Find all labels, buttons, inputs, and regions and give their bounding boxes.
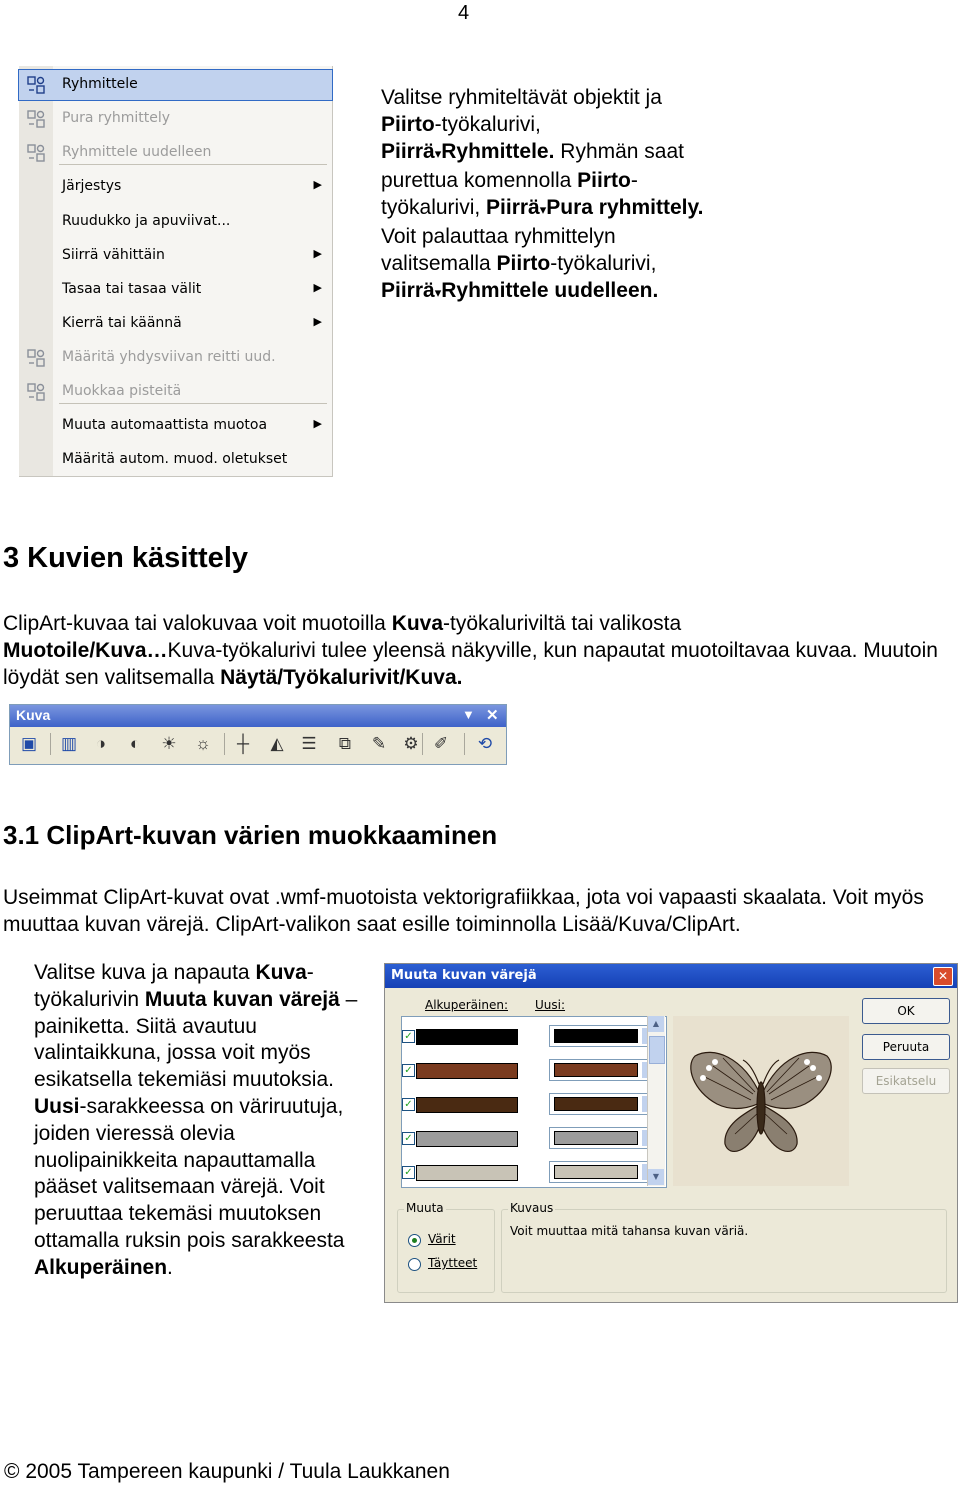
submenu-arrow-icon: ▶ xyxy=(313,417,322,430)
original-color-checkbox[interactable]: ✓ xyxy=(402,1166,415,1179)
submenu-arrow-icon: ▶ xyxy=(313,178,322,191)
format-picture-icon[interactable]: ⚙ xyxy=(403,734,419,753)
new-color-dropdown[interactable] xyxy=(549,1025,663,1047)
color-row xyxy=(402,1127,664,1151)
toolbar-separator xyxy=(224,733,225,755)
toolbar-separator xyxy=(50,733,51,755)
less-brightness-icon[interactable]: ☼ xyxy=(195,734,211,753)
toolbar-separator xyxy=(464,733,465,755)
recolor-picture-icon[interactable]: ✎ xyxy=(371,734,387,753)
menu-item[interactable] xyxy=(19,241,332,271)
new-color-dropdown[interactable] xyxy=(549,1093,663,1115)
toolbar-titlebar xyxy=(10,705,506,727)
menu-item[interactable] xyxy=(19,207,332,237)
menu-item[interactable] xyxy=(19,275,332,305)
new-color-swatch xyxy=(554,1097,638,1111)
kuva-toolbar xyxy=(9,704,507,765)
menu-item-label: Määritä yhdysviivan reitti uud. xyxy=(62,349,276,365)
color-icon[interactable]: ▥ xyxy=(60,734,78,753)
regroup-icon xyxy=(26,143,46,163)
submenu-arrow-icon: ▶ xyxy=(313,315,322,328)
dialog-titlebar xyxy=(385,964,957,988)
footer-text: 2005 Tampereen kaupunki / Tuula Laukkanen xyxy=(19,1460,450,1483)
menu-item-label: Siirrä vähittäin xyxy=(62,247,165,263)
new-color-dropdown[interactable] xyxy=(549,1127,663,1149)
menu-item-label: Järjestys xyxy=(62,178,122,194)
color-list-scrollbar[interactable] xyxy=(647,1016,665,1186)
recolor-dialog xyxy=(384,963,958,1303)
menu-item[interactable] xyxy=(19,411,332,441)
menu-item[interactable] xyxy=(19,104,332,134)
section-heading: 3 Kuvien käsittely xyxy=(3,542,248,574)
color-row xyxy=(402,1025,664,1049)
subsection-paragraph: Useimmat ClipArt-kuvat ovat .wmf-muotoista vektorigrafiikkaa, jota voi vapaasti skaalata. Voit myös muuttaa kuvan värejä. ClipArt-valikon saat esille toiminnolla Lisää/Kuva/ClipArt. xyxy=(3,886,924,936)
color-list[interactable] xyxy=(401,1016,667,1188)
menu-separator xyxy=(59,403,327,404)
new-color-swatch xyxy=(554,1029,638,1043)
menu-item-label: Tasaa tai tasaa välit xyxy=(62,281,202,297)
menu-item-label: Muokkaa pisteitä xyxy=(62,383,182,399)
menu-item-label: Ruudukko ja apuviivat... xyxy=(62,213,231,229)
set-transparent-color-icon[interactable]: ✐ xyxy=(433,734,449,753)
line-style-icon[interactable]: ☰ xyxy=(301,734,317,753)
dropdown-arrow-icon: ▾ xyxy=(434,146,442,161)
menu-item-label: Muuta automaattista muotoa xyxy=(62,417,268,433)
menu-item[interactable] xyxy=(19,445,332,475)
menu-item[interactable] xyxy=(19,343,332,373)
original-color-checkbox[interactable]: ✓ xyxy=(402,1132,415,1145)
butterfly-picture xyxy=(673,1016,849,1186)
page-number: 4 xyxy=(458,2,470,24)
colors-radio-label[interactable]: Värit xyxy=(428,1232,456,1246)
menu-item-label: Ryhmittele uudelleen xyxy=(62,144,212,160)
original-color-checkbox[interactable]: ✓ xyxy=(402,1064,415,1077)
picture-preview xyxy=(673,1016,849,1186)
original-color-swatch xyxy=(416,1097,518,1113)
more-contrast-icon[interactable]: ◑ xyxy=(95,734,107,753)
menu-separator xyxy=(59,164,327,165)
scroll-down-icon[interactable]: ▼ xyxy=(648,1169,664,1185)
menu-item[interactable] xyxy=(19,172,332,202)
description-group xyxy=(501,1201,947,1293)
menu-item-label: Pura ryhmittely xyxy=(62,110,171,126)
original-color-checkbox[interactable]: ✓ xyxy=(402,1098,415,1111)
new-color-dropdown[interactable] xyxy=(549,1161,663,1183)
reset-picture-icon[interactable]: ⟲ xyxy=(477,734,493,753)
scroll-thumb[interactable] xyxy=(649,1036,665,1064)
subsection-heading: 3.1 ClipArt-kuvan värien muokkaaminen xyxy=(3,820,498,850)
menu-item-label: Määritä autom. muod. oletukset xyxy=(62,451,288,467)
toolbar-separator xyxy=(422,733,423,755)
color-row xyxy=(402,1161,664,1185)
scroll-up-icon[interactable]: ▲ xyxy=(648,1016,664,1032)
change-group-label: Muuta xyxy=(406,1201,444,1215)
ungroup-icon xyxy=(26,109,46,129)
recolor-instructions: Valitse kuva ja napauta Kuva-työkalurivin Muuta kuvan värejä –painiketta. Siitä avautuu valintaikkuna, jossa voit myös esikatsella tekemiäsi muutoksia. Uusi-sarakkeessa on väriruutuja, joiden vieressä olevia nuolipainikkeita napauttamalla pääset valitsemaan värejä. Voit peruuttaa tekemäsi muutoksen ottamalla ruksin pois sarakkeesta Alkuperäinen. xyxy=(34,961,358,1279)
dialog-title: Muuta kuvan värejä xyxy=(391,968,537,983)
close-icon[interactable]: ✕ xyxy=(486,707,499,724)
change-group xyxy=(397,1201,495,1293)
original-color-swatch xyxy=(416,1029,518,1045)
close-icon[interactable]: ✕ xyxy=(933,967,953,986)
color-row xyxy=(402,1093,664,1117)
less-contrast-icon[interactable]: ◐ xyxy=(129,734,141,753)
edit-points-icon xyxy=(26,382,46,402)
original-color-swatch xyxy=(416,1165,518,1181)
original-color-swatch xyxy=(416,1131,518,1147)
menu-item[interactable] xyxy=(19,309,332,339)
new-column-header: Uusi: xyxy=(535,998,566,1012)
preview-button[interactable]: Esikatselu xyxy=(862,1068,950,1094)
compress-pictures-icon[interactable]: ⧉ xyxy=(338,734,352,753)
fills-radio[interactable] xyxy=(408,1258,421,1271)
section-paragraph: ClipArt-kuvaa tai valokuvaa voit muotoilla Kuva-työkaluriviltä tai valikosta Muotoile/Kuva…Kuva-työkalurivi tulee yleensä näkyville, kun napautat muotoiltavaa kuvaa. Muutoin löydät sen valitsemalla Näytä/Työkalurivit/Kuva. xyxy=(3,612,938,689)
fills-radio-label[interactable]: Täytteet xyxy=(428,1256,478,1270)
new-color-dropdown[interactable] xyxy=(549,1059,663,1081)
new-color-swatch xyxy=(554,1131,638,1145)
submenu-arrow-icon: ▶ xyxy=(313,247,322,260)
dropdown-arrow-icon: ▾ xyxy=(434,285,442,300)
new-color-swatch xyxy=(554,1165,638,1179)
color-row xyxy=(402,1059,664,1083)
menu-item[interactable] xyxy=(19,70,332,100)
group-context-menu xyxy=(19,66,333,477)
crop-icon[interactable]: ┼ xyxy=(236,734,250,753)
cancel-button[interactable]: Peruuta xyxy=(862,1034,950,1060)
description-group-label: Kuvaus xyxy=(510,1201,554,1215)
original-color-swatch xyxy=(416,1063,518,1079)
menu-item-label: Kierrä tai käännä xyxy=(62,315,182,331)
new-color-swatch xyxy=(554,1063,638,1077)
copyright-icon: © xyxy=(4,1460,20,1483)
dropdown-arrow-icon: ▾ xyxy=(539,202,547,217)
group-icon xyxy=(26,75,46,95)
insert-picture-icon[interactable]: ▣ xyxy=(20,734,38,753)
menu-item-label: Ryhmittele xyxy=(62,76,138,92)
original-column-header: Alkuperäinen: xyxy=(425,998,508,1012)
reroute-icon xyxy=(26,348,46,368)
submenu-arrow-icon: ▶ xyxy=(313,281,322,294)
toolbar-title: Kuva xyxy=(16,707,51,723)
original-color-checkbox[interactable]: ✓ xyxy=(402,1030,415,1043)
rotate-left-icon[interactable]: ◭ xyxy=(270,734,284,753)
colors-radio[interactable] xyxy=(408,1234,421,1247)
more-brightness-icon[interactable]: ☀ xyxy=(161,734,177,753)
footer xyxy=(4,1460,450,1484)
grouping-instructions: Valitse ryhmiteltävät objektit ja Piirto-työkalurivi, Piirrä▾Ryhmittele. Ryhmän saat purettua komennolla Piirto-työkalurivi, Piirrä▾Pura ryhmittely. Voit palauttaa ryhmittelyn valitsemalla Piirto-työkalurivi, Piirrä▾Ryhmittele uudelleen. xyxy=(381,86,704,302)
ok-button[interactable]: OK xyxy=(862,998,950,1024)
description-text: Voit muuttaa mitä tahansa kuvan väriä. xyxy=(510,1224,749,1238)
toolbar-options-icon[interactable]: ▼ xyxy=(462,707,475,722)
